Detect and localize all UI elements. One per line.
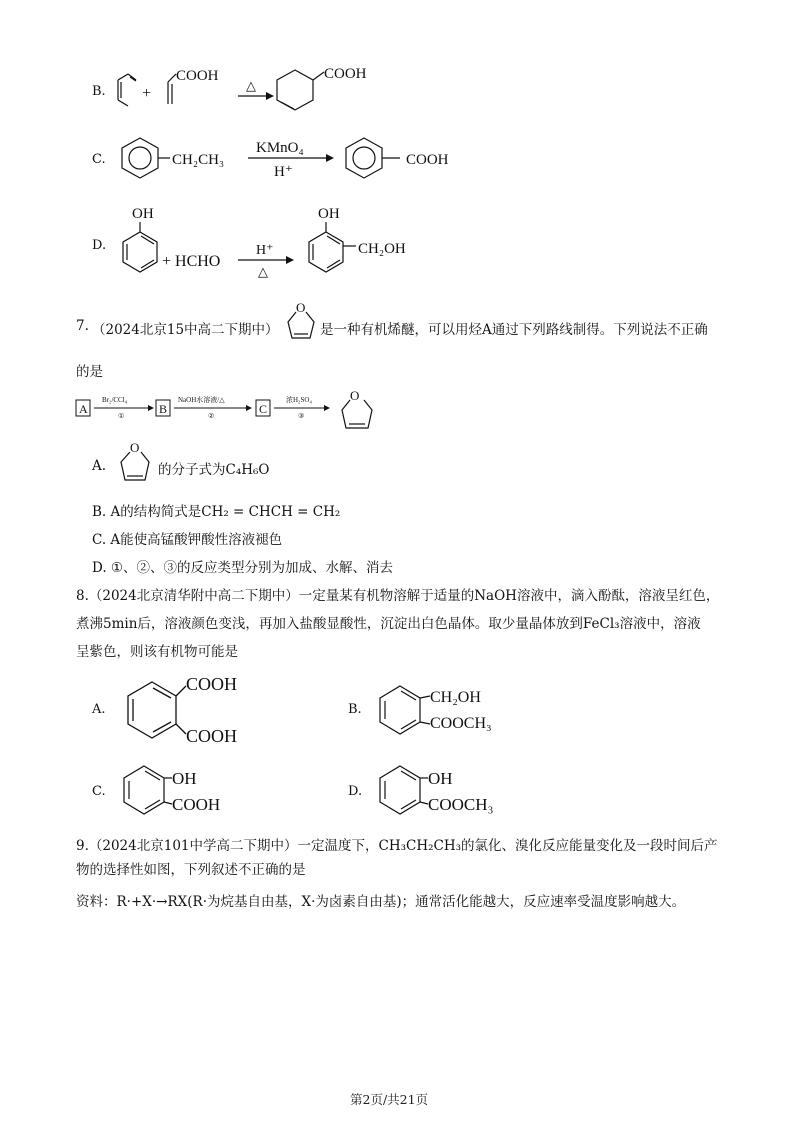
box-c-label: C [259,402,268,416]
route-product-dihydrofuran [342,390,372,428]
q7-option-a-structure [116,440,158,486]
step3-number: ③ [298,412,305,420]
step3-reagent: 浓H₂SO₄ [286,396,312,404]
q6-b-reaction-diagram [110,60,410,112]
q7-option-a-text: 的分子式为C₄H₆O [158,462,270,478]
step2-number: ② [208,412,215,420]
q8-option-a-structure [114,666,264,750]
dihydrofuran-structure [284,300,320,344]
top-ch2oh: CH₂OH [430,689,481,706]
q8-option-c-label: C. [92,784,106,799]
q6-d-reaction-diagram [110,198,450,288]
q7-option-c: C. A能使高锰酸钾酸性溶液褪色 [92,532,283,548]
q8-option-d-structure [368,760,528,822]
q8-stem-line2: 煮沸5min后，溶液颜色变浅，再加入盐酸显酸性，沉淀出白色晶体。取少量晶体放到FeCl₃溶液中，溶液 [76,616,701,632]
condition-heat: △ [258,264,268,279]
q9-stem-line2: 物的选择性如图，下列叙述不正确的是 [76,862,306,878]
step1-reagent: Br₂/CCl₄ [102,396,128,404]
heat-condition: △ [246,78,256,93]
q8-stem-line1: 8.（2024北京清华附中高二下期中）一定量某有机物溶解于适量的NaOH溶液中，滴入酚酞，溶液呈红色， [76,588,720,604]
product-cooh-label: COOH [406,152,449,168]
q8-option-d-label: D. [348,784,363,799]
q7-option-d: D. ①、②、③的反应类型分别为加成、水解、消去 [92,560,394,576]
q7-number: 7. [76,318,89,334]
bottom-cooch3: COOCH₃ [428,795,494,814]
phenol-oh-label: OH [132,206,154,222]
ethyl-group-label: CH₂CH₃ [172,152,225,168]
q8-option-c-structure [114,760,264,822]
q8-option-b-label: B. [348,702,362,717]
q6-c-reaction-diagram [110,128,480,184]
q7-stem-line2: 的是 [76,364,103,380]
arrowhead [326,154,334,162]
q8-option-b-structure [368,676,518,742]
phenol-ring [123,222,157,272]
acrylic-acid-structure [168,74,176,104]
product-oh-label: OH [318,206,340,222]
top-cooh: COOH [186,674,238,694]
q7-stem: 是一种有机烯醚，可以用烃A通过下列路线制得。下列说法不正确 [320,322,708,338]
top-oh: OH [172,769,197,788]
arrowhead [266,92,274,100]
q9-resource: 资料：R·+X·→RX(R·为烷基自由基，X·为卤素自由基)；通常活化能越大，反应速率受温度影响越大。 [76,894,686,910]
product-ring [309,222,356,272]
q6-option-d-label: D. [92,238,107,253]
bottom-cooh: COOH [186,726,238,746]
product-cooh-label: COOH [324,66,367,82]
q8-stem-line3: 呈紫色，则该有机物可能是 [76,644,238,660]
plus-sign: + [142,85,152,102]
q7-option-a-label: A. [92,458,107,474]
q6-option-b-label: B. [92,84,106,99]
step1-number: ① [118,412,125,420]
arrowhead [286,256,294,264]
reagent-kmno4: KMnO₄ [256,140,304,156]
reagent-h-plus: H⁺ [274,164,293,180]
bottom-cooh: COOH [172,795,221,814]
svg-text:O: O [130,440,140,455]
reactant-cooh-label: COOH [176,68,219,84]
butadiene-structure [118,74,136,106]
top-oh: OH [428,769,453,788]
cyclohexene-ring [277,70,324,110]
box-b-label: B [159,402,168,416]
ring-oxygen: O [296,300,306,315]
page-footer: 第2页/共21页 [350,1092,429,1107]
q7-option-b: B. A的结构简式是CH₂ = CHCH = CH₂ [92,504,341,520]
condition-h-plus: H⁺ [256,243,274,258]
synthesis-route [74,390,394,436]
svg-text:O: O [350,390,360,403]
bottom-cooch3: COOCH₃ [430,715,492,732]
q9-stem-line1: 9.（2024北京101中学高二下期中）一定温度下，CH₃CH₂CH₃的氯化、溴化反应能量变化及一段时间后产 [76,838,718,854]
box-a-label: A [79,402,88,416]
benzene-ring-reactant [122,138,170,178]
plus-hcho: + HCHO [162,253,221,270]
step2-reagent: NaOH水溶液/△ [178,396,225,404]
product-ch2oh-label: CH₂OH [358,241,406,257]
q7-source: （2024北京15中高二下期中） [92,322,279,338]
q6-option-c-label: C. [92,152,106,167]
benzene-ring-product [346,138,400,178]
q8-option-a-label: A. [92,702,106,717]
